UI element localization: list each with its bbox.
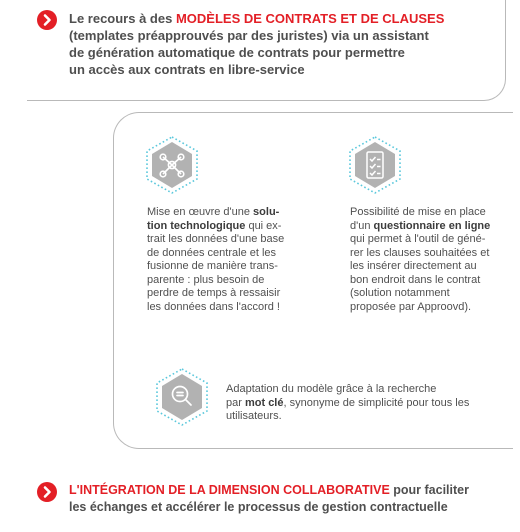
- outro-line-2: les échanges et accélérer le processus de gestion contractuelle: [69, 500, 448, 514]
- feature-1-line-6: parente : plus besoin de: [147, 273, 265, 286]
- intro-line-3: de génération automatique de contrats pour permettre: [69, 45, 405, 60]
- feature-1-line-4: de données centrale et les: [147, 246, 277, 259]
- search-icon: [155, 367, 209, 427]
- checklist-icon: [348, 135, 402, 195]
- chevron-right-icon: [37, 482, 57, 502]
- feature-1-line-8: les données dans l'accord !: [147, 300, 280, 313]
- feature-3-line-3: utilisateurs.: [226, 410, 282, 422]
- intro-line-1: Le recours à des MODÈLES DE CONTRATS ET DE CLAUSES: [69, 11, 445, 26]
- feature-2-line-3: qui permet à l'outil de géné-: [350, 233, 486, 245]
- feature-2-line-6: bon endroit dans le contrat: [350, 273, 481, 286]
- intro-line-4: un accès aux contrats en libre-service: [69, 62, 305, 77]
- feature-2-line-7: (solution notamment: [350, 287, 450, 299]
- intro-paragraph: [69, 10, 514, 78]
- feature-2-text: [350, 206, 510, 314]
- intro-line-2: (templates préapprouvés par des juristes) via un assistant: [69, 28, 429, 43]
- feature-3-line-2: par mot clé, synonyme de simplicité pour tous les: [226, 396, 470, 409]
- feature-2-line-2: d'un questionnaire en ligne: [350, 219, 491, 232]
- feature-3-text: [226, 383, 506, 424]
- feature-2-line-4: rer les clauses souhaitées et: [350, 246, 490, 259]
- feature-1-line-5: fusionne de manière trans-: [147, 260, 278, 272]
- network-icon: [145, 135, 199, 195]
- feature-2-line-1: Possibilité de mise en place: [350, 206, 486, 218]
- feature-1-line-7: perdre de temps à ressaisir: [147, 287, 281, 299]
- feature-1-line-2: tion technologique qui ex-: [147, 219, 282, 232]
- chevron-right-icon: [37, 10, 57, 30]
- intro-highlight: MODÈLES DE CONTRATS ET DE CLAUSES: [175, 11, 445, 26]
- outro-line-1: L'INTÉGRATION DE LA DIMENSION COLLABORATIVE pour faciliter: [69, 483, 469, 497]
- outro-paragraph: [69, 482, 514, 516]
- outro-highlight: L'INTÉGRATION DE LA DIMENSION COLLABORATIVE: [69, 483, 390, 497]
- feature-1-line-3: trait les données d'une base: [147, 233, 285, 245]
- feature-2-line-5: les insérer directement au: [350, 260, 477, 272]
- feature-2-line-8: proposée par Approovd).: [350, 300, 472, 313]
- feature-3-line-1: Adaptation du modèle grâce à la recherche: [226, 383, 437, 395]
- feature-1-text: [147, 206, 327, 314]
- feature-1-line-1: Mise en œuvre d'une solu-: [147, 206, 280, 218]
